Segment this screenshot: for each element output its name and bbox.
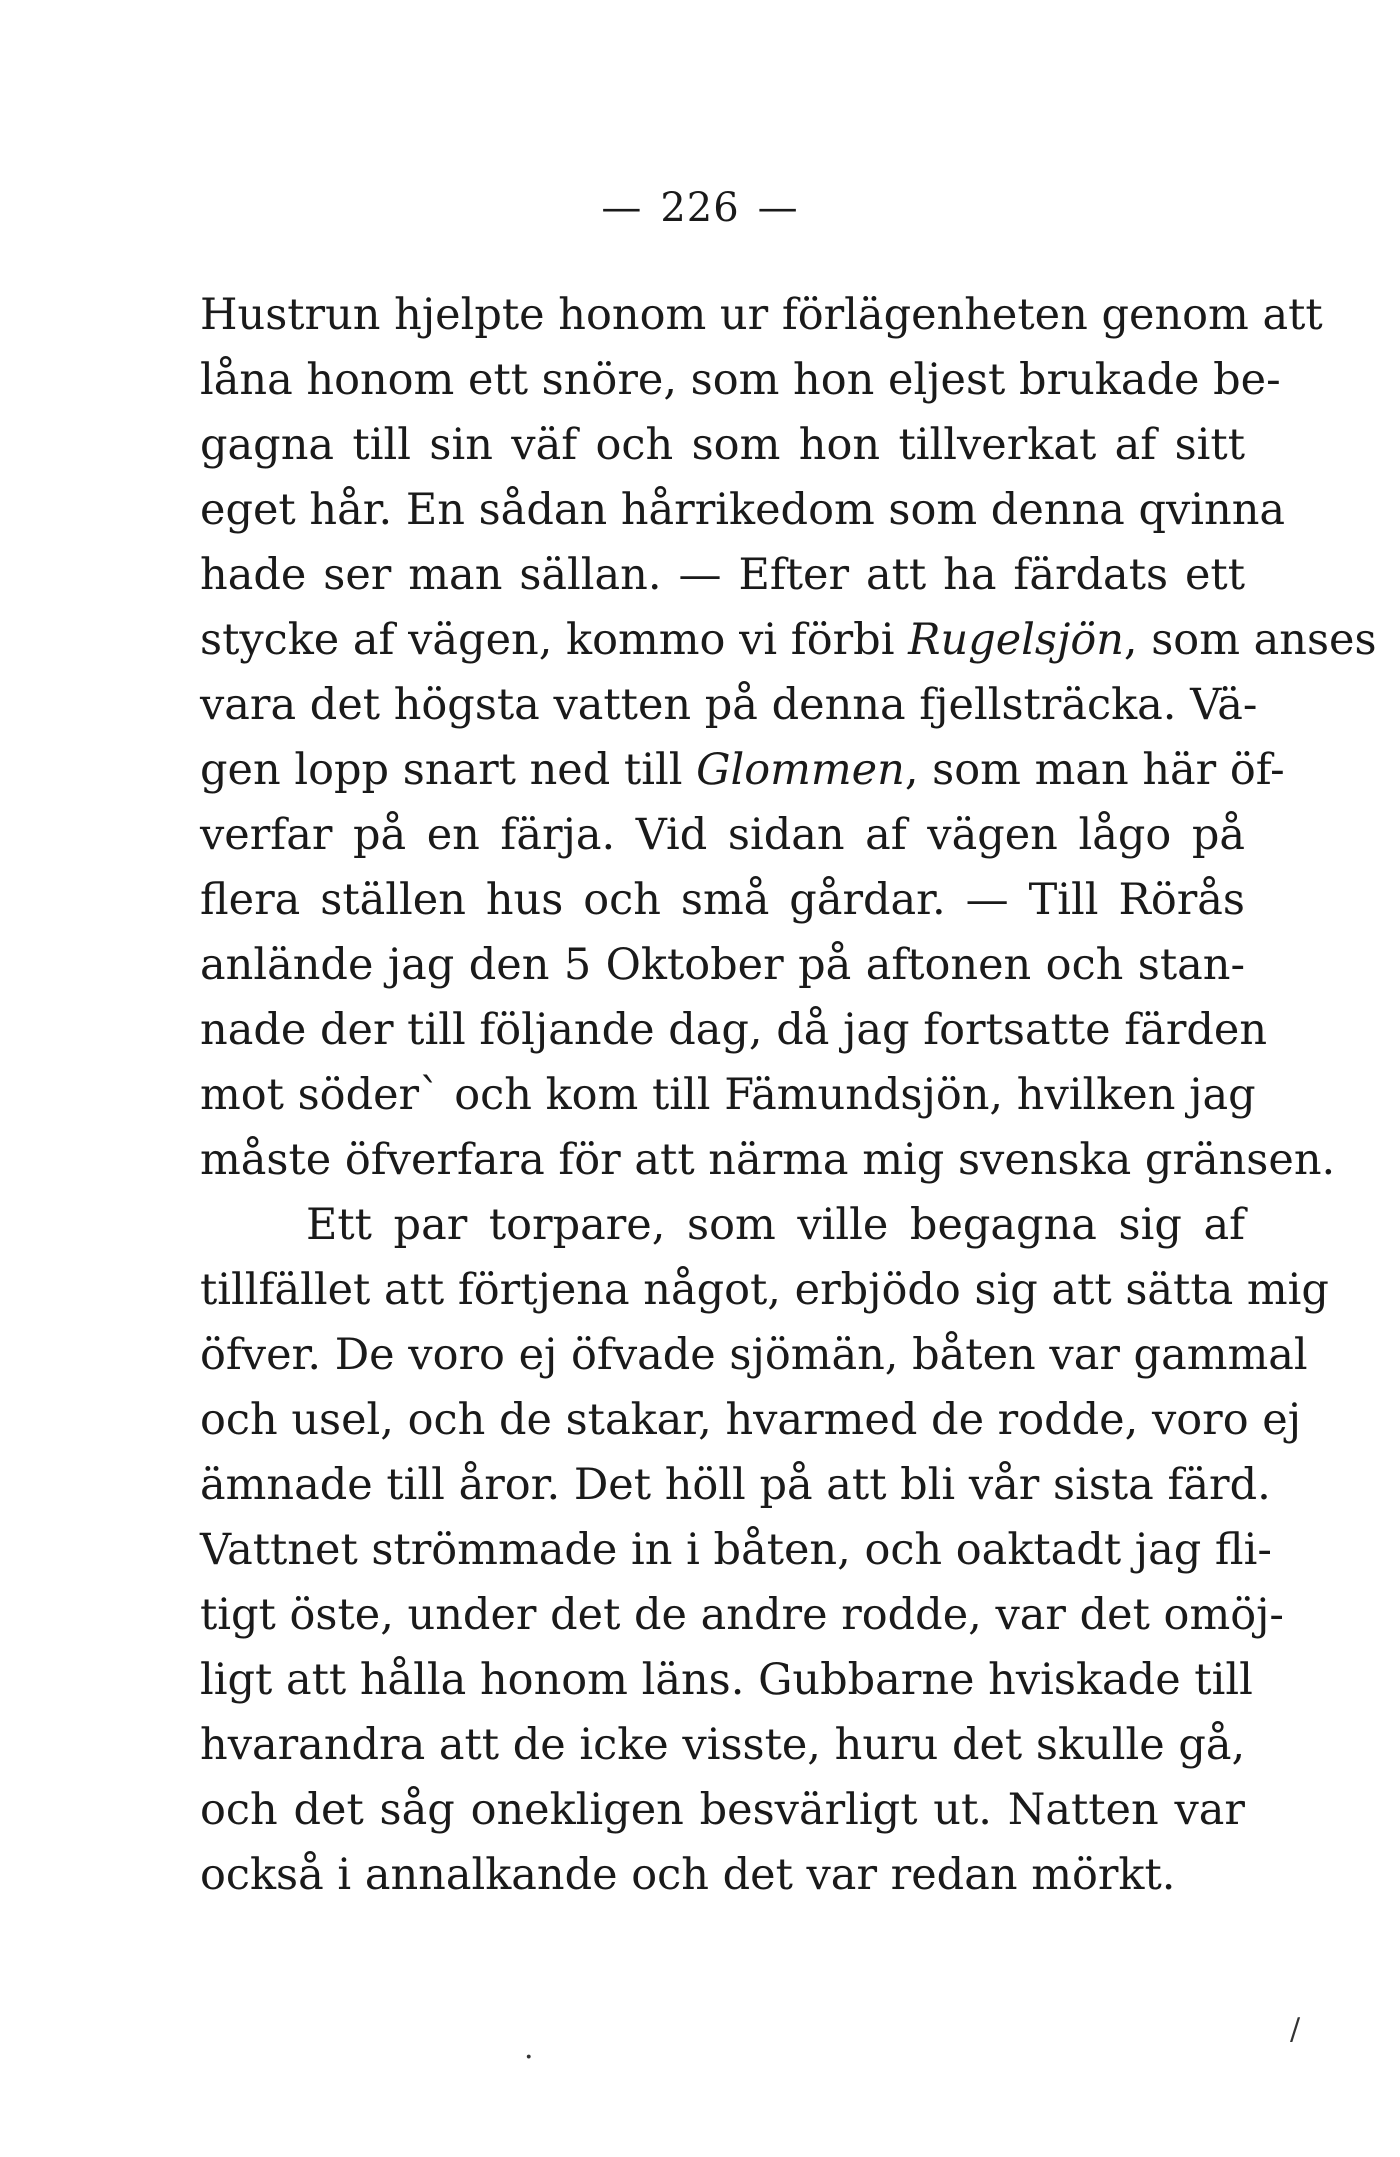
text-line: vara det högsta vatten på denna fjellsträcka. Vä- — [200, 680, 1258, 730]
text-line: måste öfverfara för att närma mig svenska gränsen. — [200, 1135, 1336, 1185]
body-text — [200, 283, 1377, 1908]
text-line: hvarandra att de icke visste, huru det skulle gå, — [200, 1720, 1246, 1770]
stray-dot-mark: · — [524, 2040, 534, 2075]
text-line: flera ställen hus och små gårdar. — Till Rörås — [200, 875, 1245, 925]
text-line: gagna till sin väf och som hon tillverkat af sitt — [200, 420, 1245, 470]
text-line: eget hår. En sådan hårrikedom som denna qvinna — [200, 485, 1286, 535]
text-line: öfver. De voro ej öfvade sjömän, båten var gammal — [200, 1330, 1308, 1380]
text-line — [200, 738, 1285, 803]
text-line: anlände jag den 5 Oktober på aftonen och stan- — [200, 940, 1245, 990]
text-line: tigt öste, under det de andre rodde, var det omöj- — [200, 1590, 1284, 1640]
page-number — [0, 180, 1400, 236]
text-fragment: gen lopp snart ned till — [200, 745, 697, 795]
text-line: och det såg onekligen besvärligt ut. Natten var — [200, 1785, 1245, 1835]
text-line: också i annalkande och det var redan mörkt. — [200, 1850, 1176, 1900]
text-line: ämnade till åror. Det höll på att bli vår sista färd. — [200, 1460, 1271, 1510]
text-line: Vattnet strömmade in i båten, och oaktadt jag fli- — [200, 1525, 1272, 1575]
text-line: hade ser man sällan. — Efter att ha färdats ett — [200, 550, 1245, 600]
text-fragment: stycke af vägen, kommo vi förbi — [200, 615, 909, 665]
text-line: Hustrun hjelpte honom ur förlägenheten genom att — [200, 290, 1323, 340]
page-number-dash-left: — — [601, 185, 643, 231]
text-line: ligt att hålla honom läns. Gubbarne hviskade till — [200, 1655, 1253, 1705]
place-name-rugelsjon: Rugelsjön — [908, 615, 1124, 665]
text-line: och usel, och de stakar, hvarmed de rodde, voro ej — [200, 1395, 1302, 1445]
text-fragment: , som anses — [1123, 615, 1377, 665]
text-line: mot söder` och kom till Fämundsjön, hvilken jag — [200, 1070, 1256, 1120]
place-name-glommen: Glommen — [696, 745, 905, 795]
text-line: verfar på en färja. Vid sidan af vägen lågo på — [200, 810, 1245, 860]
text-line: låna honom ett snöre, som hon eljest brukade be- — [200, 355, 1281, 405]
text-fragment: , som man här öf- — [904, 745, 1285, 795]
text-line: nade der till följande dag, då jag fortsatte färden — [200, 1005, 1268, 1055]
page-number-value: 226 — [660, 185, 740, 231]
page-number-dash-right: — — [757, 185, 799, 231]
text-line — [200, 608, 1377, 673]
text-line: Ett par torpare, som ville begagna sig af — [306, 1200, 1245, 1250]
stray-slash-mark: / — [1290, 2012, 1301, 2047]
text-line: tillfället att förtjena något, erbjödo sig att sätta mig — [200, 1265, 1329, 1315]
